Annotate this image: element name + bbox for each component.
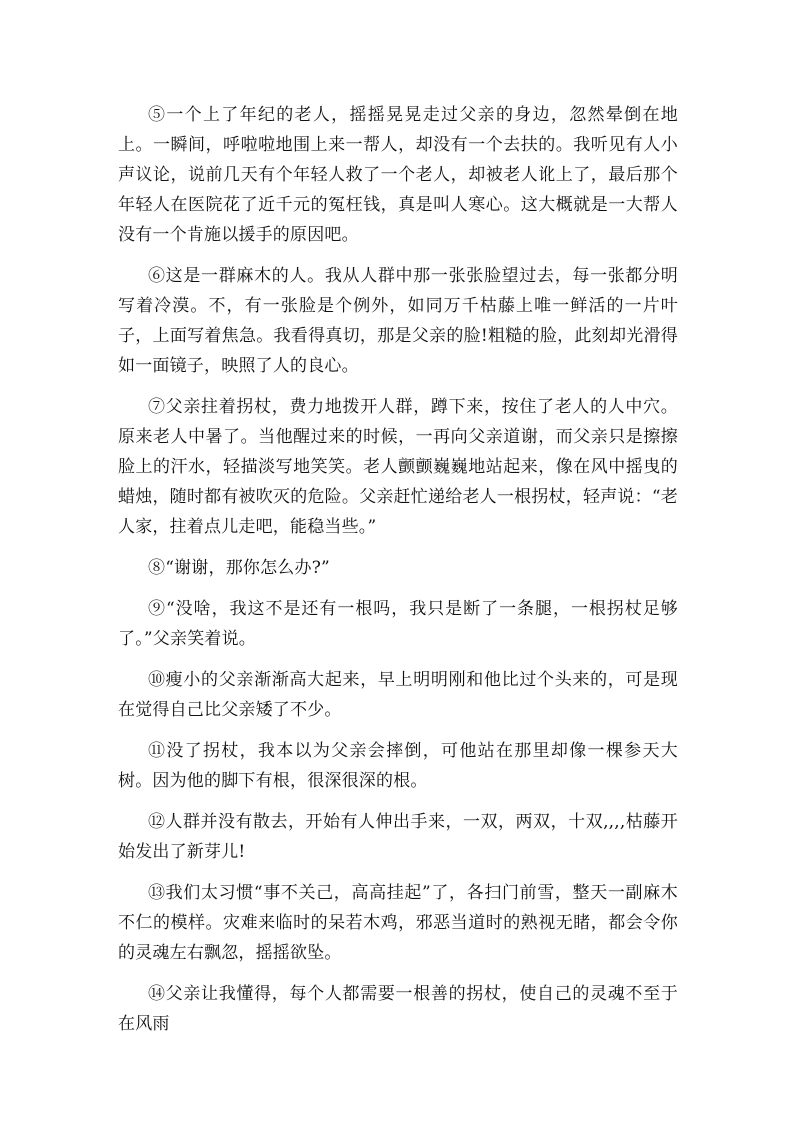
paragraph-14: ⑭父亲让我懂得，每个人都需要一根善的拐杖，使自己的灵魂不至于在风雨 <box>118 984 678 1034</box>
article-body <box>118 100 678 1050</box>
paragraph-10: ⑩瘦小的父亲渐渐高大起来，早上明明刚和他比过个头来的，可是现在觉得自己比父亲矮了不少。 <box>118 670 678 720</box>
paragraph-12: ⑫人群并没有散去，开始有人伸出手来，一双，两双，十双,,,,枯藤开始发出了新芽儿! <box>118 812 678 862</box>
paragraph-9: ⑨“没啥，我这不是还有一根吗，我只是断了一条腿，一根拐杖足够了。”父亲笑着说。 <box>118 599 678 649</box>
paragraph-6: ⑥这是一群麻木的人。我从人群中那一张张脸望过去，每一张都分明写着冷漠。不，有一张脸是个例外，如同万千枯藤上唯一鲜活的一片叶子，上面写着焦急。我看得真切，那是父亲的脸!粗糙的脸，此刻却光滑得如一面镜子，映照了人的良心。 <box>118 266 678 376</box>
paragraph-11: ⑪没了拐杖，我本以为父亲会摔倒，可他站在那里却像一棵参天大树。因为他的脚下有根，很深很深的根。 <box>118 741 678 791</box>
paragraph-8: ⑧“谢谢，那你怎么办?” <box>148 558 330 578</box>
paragraph-13: ⑬我们太习惯“事不关己，高高挂起”了，各扫门前雪，整天一副麻木不仁的模样。灾难来临时的呆若木鸡，邪恶当道时的熟视无睹，都会令你的灵魂左右飘忽，摇摇欲坠。 <box>118 883 678 963</box>
paragraph-7: ⑦父亲拄着拐杖，费力地拨开人群，蹲下来，按住了老人的人中穴。原来老人中暑了。当他醒过来的时候，一再向父亲道谢，而父亲只是擦擦脸上的汗水，轻描淡写地笑笑。老人颤颤巍巍地站起来，像在风中摇曳的蜡烛，随时都有被吹灭的危险。父亲赶忙递给老人一根拐杖，轻声说：“老人家，拄着点儿走吧，能稳当些。” <box>118 397 678 537</box>
paragraph-5: ⑤一个上了年纪的老人，摇摇晃晃走过父亲的身边，忽然晕倒在地上。一瞬间，呼啦啦地围上来一帮人，却没有一个去扶的。我听见有人小声议论，说前几天有个年轻人救了一个老人，却被老人讹上了，最后那个年轻人在医院花了近千元的冤枉钱，真是叫人寒心。这大概就是一大帮人没有一个肯施以援手的原因吧。 <box>118 105 678 245</box>
